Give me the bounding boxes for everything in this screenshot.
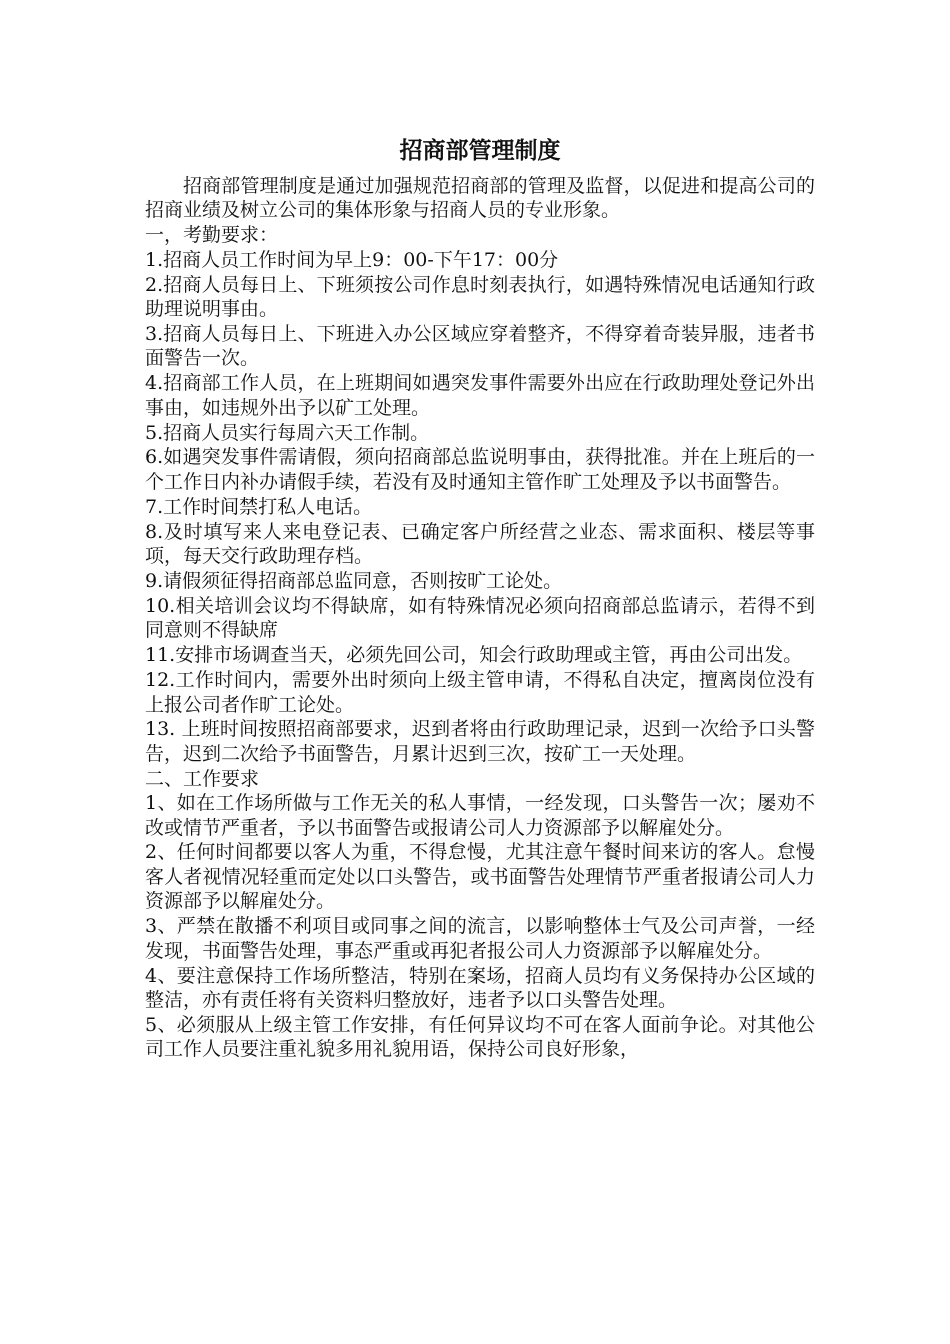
attendance-item-4: 4.招商部工作人员，在上班期间如遇突发事件需要外出应在行政助理处登记外出事由，如违规外出予以矿工处理。: [145, 372, 815, 419]
attendance-item-12: 12.工作时间内，需要外出时须向上级主管申请，不得私自决定，擅离岗位没有上报公司者作旷工论处。: [145, 669, 815, 716]
work-item-2: 2、任何时间都要以客人为重，不得怠慢，尤其注意午餐时间来访的客人。怠慢客人者视情况轻重而定处以口头警告，或书面警告处理情节严重者报请公司人力资源部予以解雇处分。: [145, 841, 815, 913]
section-heading-work: 二、工作要求: [145, 767, 260, 790]
work-item-5: 5、必须服从上级主管工作安排，有任何异议均不可在客人面前争论。对其他公司工作人员要注重礼貌多用礼貌用语，保持公司良好形象，: [145, 1013, 815, 1061]
section-heading-attendance: 一，考勤要求：: [145, 224, 279, 247]
attendance-item-10: 10.相关培训会议均不得缺席，如有特殊情况必须向招商部总监请示，若得不到同意则不得缺席: [145, 594, 815, 642]
intro-paragraph: 招商部管理制度是通过加强规范招商部的管理及监督，以促进和提高公司的招商业绩及树立公司的集体形象与招商人员的专业形象。: [145, 175, 815, 222]
work-item-3: 3、严禁在散播不利项目或同事之间的流言，以影响整体士气及公司声誉，一经发现，书面警告处理，事态严重或再犯者报公司人力资源部予以解雇处分。: [145, 915, 815, 962]
attendance-item-8: 8.及时填写来人来电登记表、已确定客户所经营之业态、需求面积、楼层等事项，每天交行政助理存档。: [145, 520, 815, 568]
attendance-item-9: 9.请假须征得招商部总监同意，否则按旷工论处。: [145, 570, 563, 592]
attendance-item-7: 7.工作时间禁打私人电话。: [145, 495, 373, 518]
work-item-1: 1、如在工作场所做与工作无关的私人事情，一经发现，口头警告一次；屡劝不改或情节严重者，予以书面警告或报请公司人力资源部予以解雇处分。: [145, 792, 815, 839]
attendance-item-2: 2.招商人员每日上、下班须按公司作息时刻表执行，如遇特殊情况电话通知行政助理说明事由。: [145, 273, 815, 321]
attendance-item-5: 5.招商人员实行每周六天工作制。: [145, 421, 430, 444]
attendance-item-6: 6.如遇突发事件需请假，须向招商部总监说明事由，获得批准。并在上班后的一个工作日内补办请假手续，若没有及时通知主管作旷工处理及予以书面警告。: [145, 446, 815, 493]
attendance-item-3: 3.招商人员每日上、下班进入办公区域应穿着整齐，不得穿着奇装异服，违者书面警告一次。: [145, 322, 815, 370]
attendance-item-11: 11.安排市场调查当天，必须先回公司，知会行政助理或主管，再由公司出发。: [145, 644, 803, 667]
work-item-4: 4、要注意保持工作场所整洁，特别在案场，招商人员均有义务保持办公区域的整洁，亦有责任将有关资料归整放好，违者予以口头警告处理。: [145, 964, 815, 1011]
document-title: 招商部管理制度: [399, 137, 561, 164]
attendance-item-13: 13. 上班时间按照招商部要求，迟到者将由行政助理记录，迟到一次给予口头警告，迟到二次给予书面警告，月累计迟到三次，按矿工一天处理。: [145, 718, 815, 765]
attendance-item-1: 1.招商人员工作时间为早上9：00-下午17：00分: [145, 248, 559, 271]
document-page: [145, 130, 815, 1062]
